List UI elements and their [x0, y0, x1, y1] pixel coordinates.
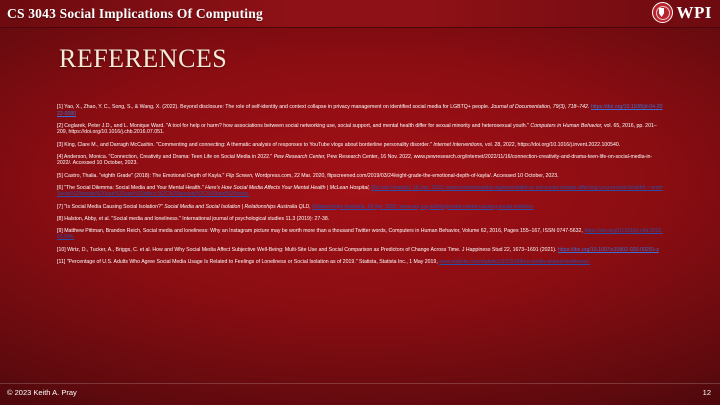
- reference-link: Pew Research Center, 16 Nov. 2022, www.pewresearch.org/internet/2022/11/16/connection-creativity-and-drama-teen-life-on-social-media-in-2022/.: [57, 153, 653, 167]
- page-title: REFERENCES: [59, 44, 228, 73]
- course-title: CS 3043 Social Implications Of Computing: [7, 5, 263, 21]
- list-item: [57, 185, 664, 198]
- reference-text: [3] King, Clare M., and Darragh McCashin. "Commenting and connecting: A thematic analysis of responses to YouTube vlogs about borderline personality disorder.": [57, 141, 434, 148]
- page-number: 12: [702, 388, 711, 397]
- reference-italic: Social Media and Social Isolation | Relationships Australia QLD,: [164, 203, 313, 210]
- reference-link[interactable]: McLean Hospital, 18 Jan. 2023, www.mcleanhospital.org/essential/it-or-not-social-medias-affecting-your-mental-health#:~:text=Social%20media%20use%20can%20affect,%2C%20anxiety%2C%20and%20more.: [57, 184, 663, 198]
- reference-italic: Pew Research Center,: [273, 153, 328, 160]
- list-item: [57, 173, 664, 180]
- reference-text: [2] Ceglarek, Peter J.D., and L. Monique Ward. "A tool for help or harm? how associations between social networking use, social support, and mental health differ for sexual minority and heterosexual youth.": [57, 122, 531, 129]
- list-item: [57, 104, 664, 117]
- reference-text: [6] "The Social Dilemma: Social Media and Your Mental Health.": [57, 184, 206, 191]
- list-item: [57, 123, 664, 136]
- reference-italic: Internet Interventions,: [433, 141, 485, 148]
- slide-header: [0, 0, 720, 28]
- reference-text: [5] Castro, Thalia. "eighth Grade" (2018): The Emotional Depth of Kayla.": [57, 172, 226, 179]
- reference-tail: Accessed 10 October, 2023.: [71, 160, 138, 167]
- list-item: [57, 154, 664, 167]
- reference-tail: Accessed 10 October, 2023.: [492, 172, 559, 179]
- reference-text: [7] "Is Social Media Causing Social Isolation?": [57, 203, 165, 210]
- list-item: [57, 216, 664, 223]
- wpi-logo: [652, 2, 713, 23]
- list-item: [57, 247, 664, 254]
- reference-text: [9] Matthew Pittman, Brandon Reich, Social media and loneliness: Why an Instagram picture may be worth more than a thousand Twitter words, Computers in Human Behavior, Volume 62, 2016, Pages 155–167, ISSN 0747-5632,: [57, 227, 585, 234]
- reference-text: [11] "Percentage of U.S. Adults Who Agree Social Media Usage Is Related to Feelings of Loneliness or Social Isolation as of 2019." Statista, Statista Inc., 1 May 2019,: [57, 258, 440, 265]
- reference-link[interactable]: www.statista.com/statistics/1015184/us-media-related-loneliness/.: [439, 258, 591, 265]
- list-item: [57, 142, 664, 149]
- reference-italic: Flip Screen,: [225, 172, 255, 179]
- reference-text: [1] Yao, X., Zhao, Y. C., Song, S., & Wang, X. (2022). Beyond disclosure: The role of self-identity and context collapse in privacy management on identified social media for LGBTQ+ people.: [57, 104, 491, 110]
- references-list: [57, 104, 664, 271]
- reference-text: [4] Anderson, Monica. "Connection, Creativity and Drama: Teen Life on Social Media in 2022.": [57, 153, 274, 160]
- copyright-text: © 2023 Keith A. Pray: [7, 388, 77, 397]
- reference-link[interactable]: https://doi.org/10.1016/j.chb.2016.03.084.: [57, 227, 663, 241]
- reference-italic: Computers in Human Behavior,: [530, 122, 604, 129]
- wpi-seal-icon: [652, 2, 673, 23]
- reference-text: [8] Halston, Abby, et al. "Social media and loneliness." International journal of psychological studies 11.3 (2019): 27-38.: [57, 215, 330, 222]
- reference-italic: Here's How Social Media Affects Your Mental Health | McLean Hospital,: [205, 184, 372, 191]
- list-item: [57, 204, 664, 211]
- reference-link: Wordpress.com, 22 Mar. 2020, flipscreened.com/2019/03/24/eight-grade-the-emotional-depth-of-kayla/.: [254, 172, 493, 179]
- reference-text: [10] Wirtz, D., Tucker, A., Briggs, C. et al. How and Why Social Media Affect Subjective Well-Being: Multi-Site Use and Social Comparison as Predictors of Change Across Time. J Happiness Stud 22, 1673–1691 (2021).: [57, 246, 558, 253]
- list-item: [57, 259, 664, 266]
- slide-footer: [0, 383, 720, 405]
- reference-link[interactable]: https://doi.org/10.1007/s10902-020-00291-z: [557, 246, 659, 253]
- reference-link: vol. 28, 2022, https://doi.org/10.1016/j.invent.2022.100540.: [484, 141, 621, 148]
- reference-italic: Journal of Documentation, 79(3), 718–742.: [490, 104, 591, 110]
- reference-link[interactable]: Relationships Australia, 20 Apr. 2022, www.raq.org.au/blog/social-media-causing-social-isolation.: [312, 203, 535, 210]
- wpi-wordmark: WPI: [676, 3, 712, 22]
- list-item: [57, 228, 664, 241]
- reference-link[interactable]: https://doi.org/10.1108/jd-04-2022-0080: [57, 104, 663, 117]
- reference-link: vol. 65, 2016, pp. 201–209, https://doi.org/10.1016/j.chb.2016.07.051.: [57, 122, 657, 136]
